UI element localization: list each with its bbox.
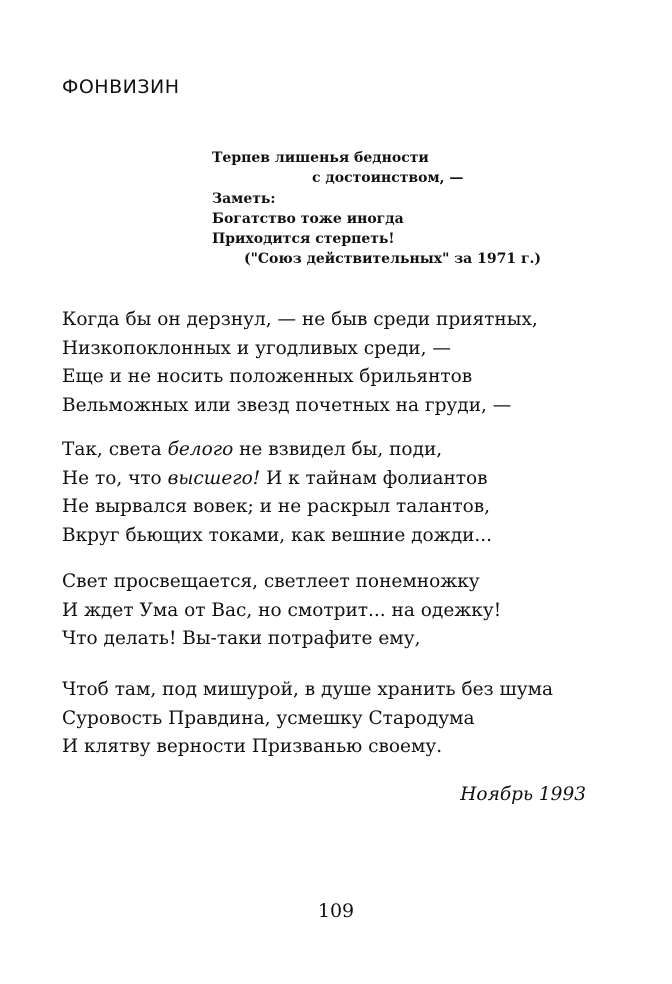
epigraph-line: Богатство тоже иногда — [212, 210, 404, 227]
stanza-4 — [62, 676, 553, 762]
epigraph-source: ("Союз действительных" за 1971 г.) — [244, 251, 542, 268]
verse-line: И ждет Ума от Вас, но смотрит... на одежку! — [62, 599, 502, 621]
poem-title: ФОНВИЗИН — [62, 76, 180, 98]
verse-emphasis: высшего! — [167, 467, 261, 489]
verse-text: И к тайнам фолиантов — [260, 467, 488, 489]
verse-line: Вкруг бьющих токами, как вешние дожди... — [62, 524, 493, 546]
verse-line: Суровость Правдина, усмешку Стародума — [62, 707, 475, 729]
verse-text: не взвидел бы, поди, — [233, 439, 443, 460]
epigraph-line: Приходится стерпеть! — [212, 231, 395, 248]
verse-emphasis: белого — [167, 439, 234, 460]
stanza-2 — [62, 436, 492, 550]
page-number: 109 — [317, 900, 355, 922]
verse-line: Когда бы он дерзнул, — не быв среди приятных, — [62, 309, 538, 330]
verse-line — [62, 436, 492, 465]
verse-line — [62, 465, 492, 494]
verse-line: И клятву верности Призванью своему. — [62, 736, 443, 757]
epigraph-line: Заметь: — [212, 190, 276, 207]
verse-line: Вельможных или звезд почетных на груди, — — [62, 394, 512, 416]
epigraph — [212, 148, 541, 270]
verse-line: Что делать! Вы-таки потрафите ему, — [62, 628, 421, 649]
epigraph-line: с достоинством, — — [312, 170, 464, 187]
poem-date: Ноябрь 1993 — [460, 784, 586, 805]
verse-line: Чтоб там, под мишурой, в душе хранить без шума — [62, 679, 554, 700]
verse-line: Еще и не носить положенных брильянтов — [62, 366, 473, 387]
verse-line: Низкопоклонных и угодливых среди, — — [62, 337, 451, 359]
verse-line: Не вырвался вовек; и не раскрыл талантов, — [62, 496, 491, 517]
epigraph-line: Терпев лишенья бедности — [212, 150, 429, 166]
stanza-3 — [62, 568, 501, 654]
verse-text: Не то, что — [62, 467, 168, 489]
verse-text: Так, света — [62, 439, 168, 460]
stanza-1 — [62, 306, 538, 420]
verse-line: Свет просвещается, светлеет понемножку — [62, 571, 480, 592]
